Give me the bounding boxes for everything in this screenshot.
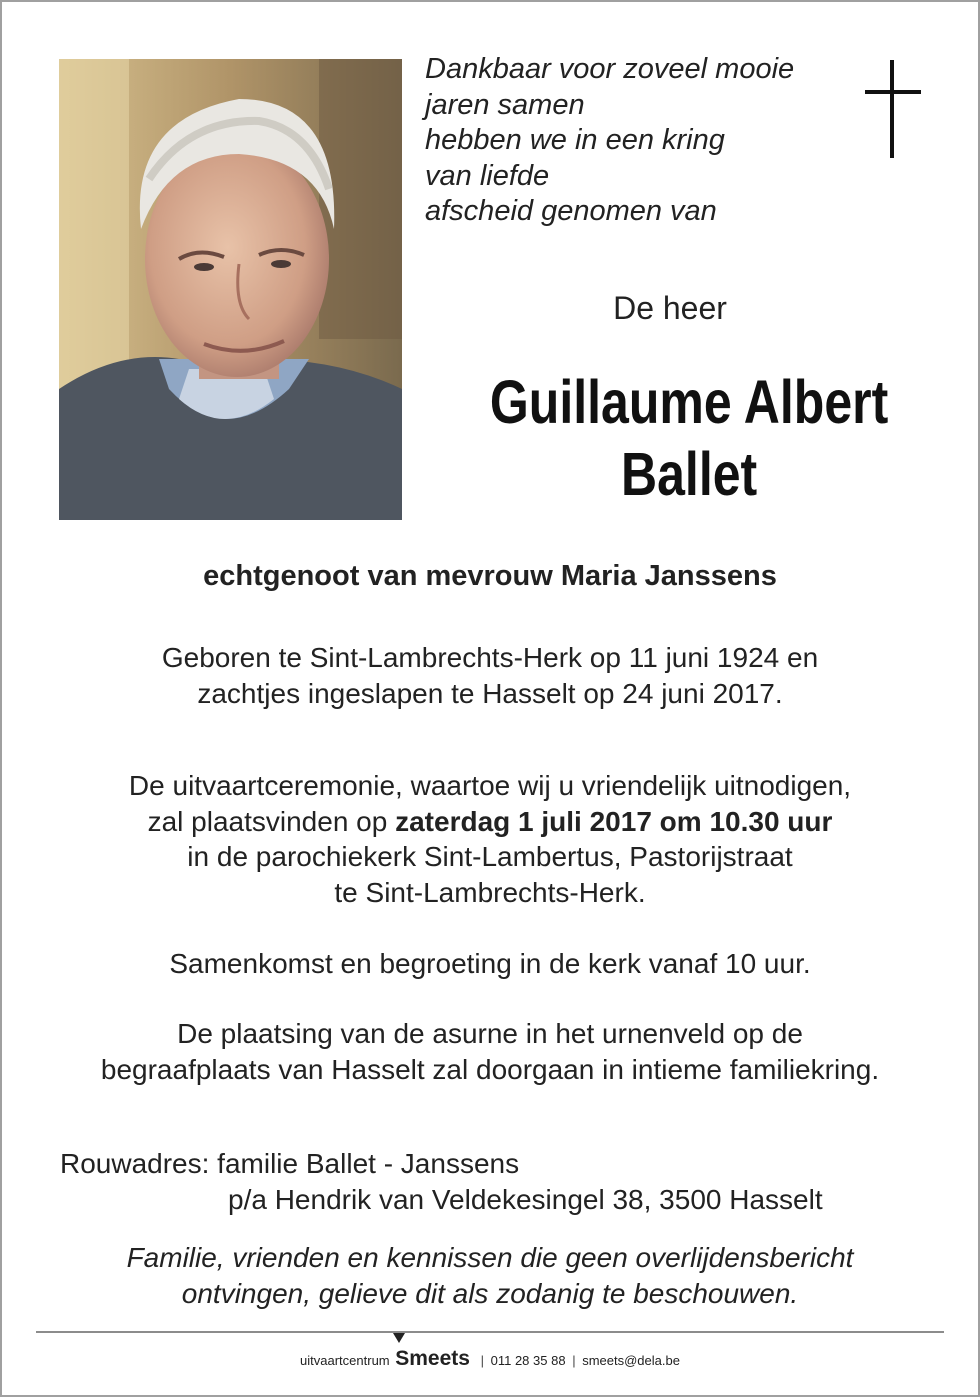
paragraph-line: begraafplaats van Hasselt zal doorgaan in intieme familiekring. — [100, 1053, 880, 1085]
footer-divider — [36, 1331, 944, 1333]
footer-email: smeets@dela.be — [582, 1353, 680, 1368]
paragraph-line: zachtjes ingeslapen te Hasselt op 24 juni 2017. — [197, 677, 783, 709]
paragraph-line: te Sint-Lambrechts-Herk. — [334, 876, 646, 908]
honorific: De heer — [613, 290, 727, 326]
mourning-address — [60, 1146, 823, 1218]
paragraph-line: De uitvaartceremonie, waartoe wij u vriendelijk uitnodigen, — [128, 770, 852, 801]
footer-prefix: uitvaartcentrum — [300, 1353, 390, 1368]
paragraph-line: Geboren te Sint-Lambrechts-Herk op 11 juni 1924 en — [161, 642, 819, 673]
paragraph-line: ontvingen, gelieve dit als zodanig te beschouwen. — [181, 1277, 799, 1309]
birth-death-paragraph — [0, 640, 980, 711]
footer-phone: 011 28 35 88 — [490, 1353, 566, 1368]
spouse-line: echtgenoot van mevrouw Maria Janssens — [203, 560, 777, 592]
paragraph-line — [0, 804, 980, 840]
footer-separator: | — [480, 1353, 484, 1368]
poem-line: Dankbaar voor zoveel mooie — [425, 53, 795, 85]
urn-paragraph — [0, 1016, 980, 1087]
name-line: Guillaume Albert — [489, 368, 889, 436]
poem-line: hebben we in een kring — [425, 124, 725, 156]
paragraph-line: Familie, vrienden en kennissen die geen overlijdensbericht — [126, 1242, 854, 1273]
ceremony-paragraph — [0, 768, 980, 910]
address-line: p/a Hendrik van Veldekesingel 38, 3500 Hasselt — [228, 1184, 823, 1215]
triangle-marker-icon — [393, 1333, 405, 1343]
footer-brand: Smeets — [395, 1347, 470, 1370]
footer-separator: | — [572, 1353, 576, 1368]
ceremony-datetime: zaterdag 1 juli 2017 om 10.30 uur — [395, 805, 833, 837]
ceremony-prefix: zal plaatsvinden op — [147, 805, 396, 837]
closing-note — [0, 1240, 980, 1311]
meeting-paragraph: Samenkomst en begroeting in de kerk vanaf 10 uur. — [169, 948, 811, 979]
poem — [425, 52, 794, 230]
paragraph-line: in de parochiekerk Sint-Lambertus, Pastorijstraat — [187, 841, 793, 872]
address-line: Rouwadres: familie Ballet - Janssens — [60, 1148, 520, 1179]
name-line: Ballet — [620, 440, 758, 508]
footer — [0, 1347, 980, 1371]
portrait-photo — [59, 59, 402, 520]
cross-icon — [862, 60, 924, 160]
poem-line: afscheid genomen van — [425, 195, 717, 227]
poem-line: jaren samen — [425, 88, 585, 121]
deceased-name — [484, 366, 894, 510]
poem-line: van liefde — [425, 159, 550, 192]
paragraph-line: De plaatsing van de asurne in het urnenveld op de — [177, 1018, 803, 1049]
